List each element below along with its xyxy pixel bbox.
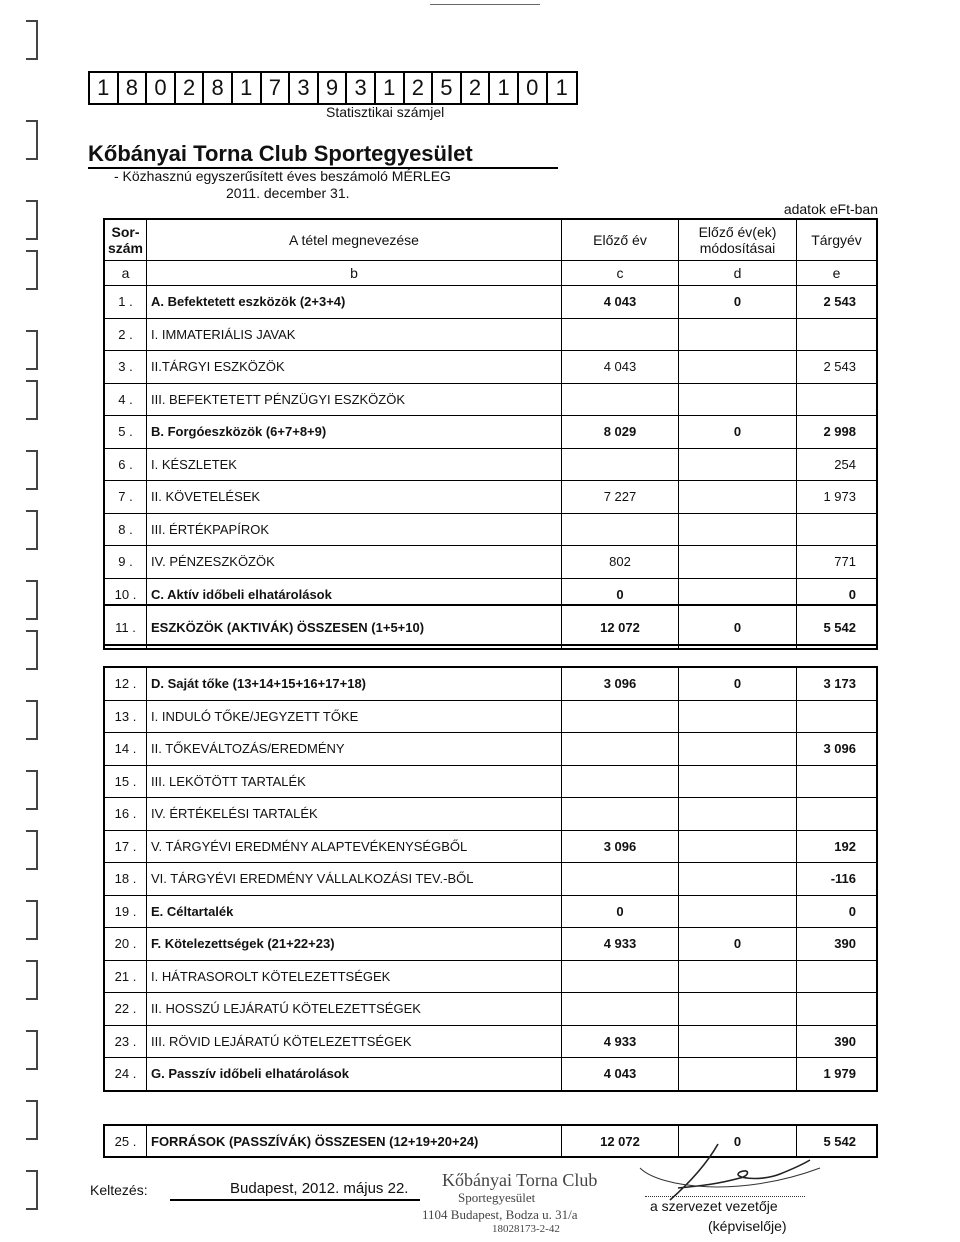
value-current (797, 766, 876, 798)
footer-underline (170, 1199, 420, 1201)
row-name: III. BEFEKTETETT PÉNZÜGYI ESZKÖZÖK (147, 384, 562, 416)
table-row (105, 733, 876, 766)
value-current: 192 (834, 838, 856, 854)
row-number: 2 . (105, 319, 147, 351)
value-mod: 0 (679, 928, 797, 960)
table-row (105, 766, 876, 799)
value-current: 5 542 (823, 619, 856, 635)
value-prev: 4 933 (562, 928, 679, 960)
table-row (105, 928, 876, 961)
value-current: 1 973 (823, 489, 856, 505)
stat-digit: 0 (147, 73, 176, 103)
row-name: VI. TÁRGYÉVI EREDMÉNY VÁLLALKOZÁSI TEV.-BŐL (147, 863, 562, 895)
footer-label: Keltezés: (90, 1182, 148, 1198)
value-prev: 4 043 (562, 351, 679, 383)
stat-digit: 1 (376, 73, 405, 103)
row-name: C. Aktív időbeli elhatárolások (147, 579, 562, 611)
row-name: III. LEKÖTÖTT TARTALÉK (147, 766, 562, 798)
value-prev: 12 072 (562, 606, 679, 648)
row-number: 12 . (105, 668, 147, 700)
table-row (105, 416, 876, 449)
value-current: 0 (848, 903, 856, 919)
subtitle: - Közhasznú egyszerűsített éves beszámoló MÉRLEG (114, 168, 451, 184)
value-mod (679, 993, 797, 1025)
value-current (797, 384, 876, 416)
binder-holes (0, 0, 50, 1242)
value-prev (562, 449, 679, 481)
row-number: 8 . (105, 514, 147, 546)
row-number: 4 . (105, 384, 147, 416)
rep-title: a szervezet vezetője (650, 1198, 778, 1214)
table-row (105, 319, 876, 352)
row-number: 23 . (105, 1026, 147, 1058)
value-mod (679, 384, 797, 416)
row-name: III. RÖVID LEJÁRATÚ KÖTELEZETTSÉGEK (147, 1026, 562, 1058)
value-current: 390 (834, 936, 856, 952)
value-prev: 8 029 (562, 416, 679, 448)
row-name: II. HOSSZÚ LEJÁRATÚ KÖTELEZETTSÉGEK (147, 993, 562, 1025)
row-number: 17 . (105, 831, 147, 863)
table-row (105, 1026, 876, 1059)
table-row (105, 668, 876, 701)
stat-digit: 3 (290, 73, 319, 103)
stamp-line: Sportegyesület (458, 1190, 536, 1205)
row-number: 19 . (105, 896, 147, 928)
table-row (105, 481, 876, 514)
value-prev (562, 863, 679, 895)
header-sorszam: Sor- szám (105, 220, 147, 260)
stamp-line: Kőbányai Torna Club (442, 1170, 598, 1190)
table-row (105, 449, 876, 482)
stat-digit: 1 (90, 73, 119, 103)
stat-digit: 5 (433, 73, 462, 103)
value-current: 390 (834, 1033, 856, 1049)
top-rule (430, 4, 540, 5)
table-row (105, 384, 876, 417)
row-name: I. IMMATERIÁLIS JAVAK (147, 319, 562, 351)
row-number: 25 . (105, 1126, 147, 1156)
stamp-line: 18028173-2-42 (492, 1223, 560, 1235)
row-name: II. TŐKEVÁLTOZÁS/EREDMÉNY (147, 733, 562, 765)
value-mod (679, 831, 797, 863)
value-current: 3 096 (823, 741, 856, 757)
value-mod (679, 961, 797, 993)
footer-place-date: Budapest, 2012. május 22. (230, 1180, 409, 1197)
value-current: 5 542 (823, 1133, 856, 1149)
value-prev: 0 (562, 896, 679, 928)
value-prev: 7 227 (562, 481, 679, 513)
value-mod (679, 514, 797, 546)
report-date: 2011. december 31. (226, 185, 350, 201)
row-number: 7 . (105, 481, 147, 513)
row-name: E. Céltartalék (147, 896, 562, 928)
value-prev (562, 961, 679, 993)
value-prev: 802 (562, 546, 679, 578)
stat-number-box (88, 71, 578, 105)
table-row (105, 863, 876, 896)
row-number: 18 . (105, 863, 147, 895)
table-row (105, 546, 876, 579)
table-row (105, 961, 876, 994)
row-number: 6 . (105, 449, 147, 481)
row-name: I. INDULÓ TŐKE/JEGYZETT TŐKE (147, 701, 562, 733)
value-current: 1 979 (823, 1066, 856, 1082)
stat-digit: 2 (405, 73, 434, 103)
balance-table-assets (103, 218, 878, 646)
table-row (105, 286, 876, 319)
table-row (105, 514, 876, 547)
value-current: -116 (830, 871, 856, 887)
col-letter-e: e (832, 265, 841, 281)
table-row (105, 798, 876, 831)
row-number: 1 . (105, 286, 147, 318)
stat-digit: 1 (490, 73, 519, 103)
row-name: II. KÖVETELÉSEK (147, 481, 562, 513)
value-mod: 0 (679, 416, 797, 448)
value-prev (562, 701, 679, 733)
value-current (797, 319, 876, 351)
stat-digit: 1 (233, 73, 262, 103)
stat-label: Statisztikai számjel (326, 104, 445, 120)
stat-digit: 2 (462, 73, 491, 103)
value-mod (679, 481, 797, 513)
value-mod: 0 (679, 1126, 797, 1156)
row-name: F. Kötelezettségek (21+22+23) (147, 928, 562, 960)
value-mod (679, 896, 797, 928)
row-name: FORRÁSOK (PASSZÍVÁK) ÖSSZESEN (12+19+20+24) (147, 1126, 562, 1156)
value-prev (562, 319, 679, 351)
row-name: B. Forgóeszközök (6+7+8+9) (147, 416, 562, 448)
row-name: II.TÁRGYI ESZKÖZÖK (147, 351, 562, 383)
value-mod (679, 1026, 797, 1058)
stat-digit: 0 (519, 73, 548, 103)
row-name: I. HÁTRASOROLT KÖTELEZETTSÉGEK (147, 961, 562, 993)
row-number: 3 . (105, 351, 147, 383)
table-row (105, 701, 876, 734)
value-prev: 3 096 (562, 668, 679, 700)
table-row (105, 606, 876, 648)
value-mod (679, 701, 797, 733)
row-number: 11 . (105, 606, 147, 648)
row-number: 5 . (105, 416, 147, 448)
value-current: 0 (848, 586, 856, 602)
row-name: D. Saját tőke (13+14+15+16+17+18) (147, 668, 562, 700)
value-prev (562, 798, 679, 830)
value-prev: 12 072 (562, 1126, 679, 1156)
org-name: Kőbányai Torna Club Sportegyesület (88, 141, 473, 166)
row-number: 10 . (105, 579, 147, 611)
col-letter-d: d (679, 261, 797, 285)
row-name: G. Passzív időbeli elhatárolások (147, 1058, 562, 1090)
stat-digit: 8 (204, 73, 233, 103)
row-name: ESZKÖZÖK (AKTIVÁK) ÖSSZESEN (1+5+10) (147, 606, 562, 648)
stat-digit: 3 (347, 73, 376, 103)
value-prev (562, 514, 679, 546)
row-name: IV. PÉNZESZKÖZÖK (147, 546, 562, 578)
value-mod (679, 449, 797, 481)
value-current: 254 (834, 456, 856, 472)
col-letter-a: a (105, 261, 147, 285)
header-mod: Előző év(ek) módosításai (679, 220, 797, 260)
table-row (105, 1058, 876, 1090)
value-mod (679, 546, 797, 578)
value-prev: 4 043 (562, 286, 679, 318)
value-current (797, 701, 876, 733)
row-name: A. Befektetett eszközök (2+3+4) (147, 286, 562, 318)
row-name: V. TÁRGYÉVI EREDMÉNY ALAPTEVÉKENYSÉGBŐL (147, 831, 562, 863)
value-prev (562, 766, 679, 798)
row-number: 15 . (105, 766, 147, 798)
value-prev: 4 933 (562, 1026, 679, 1058)
rep-subtitle: (képviselője) (708, 1218, 787, 1234)
row-number: 22 . (105, 993, 147, 1025)
row-name: IV. ÉRTÉKELÉSI TARTALÉK (147, 798, 562, 830)
value-mod (679, 1058, 797, 1090)
table-row (105, 993, 876, 1026)
row-number: 13 . (105, 701, 147, 733)
row-number: 16 . (105, 798, 147, 830)
value-prev: 3 096 (562, 831, 679, 863)
value-mod: 0 (679, 606, 797, 648)
unit-label: adatok eFt-ban (783, 201, 878, 217)
balance-table-liabilities (103, 666, 878, 1092)
value-current (797, 798, 876, 830)
value-mod (679, 766, 797, 798)
stat-digit: 1 (555, 75, 568, 100)
value-prev: 0 (562, 579, 679, 611)
table-row (105, 896, 876, 929)
value-current (797, 993, 876, 1025)
value-current: 2 543 (823, 359, 856, 375)
table-header (105, 220, 876, 261)
row-name: III. ÉRTÉKPAPÍROK (147, 514, 562, 546)
header-name: A tétel megnevezése (147, 220, 562, 260)
value-mod (679, 319, 797, 351)
row-number: 9 . (105, 546, 147, 578)
row-name: I. KÉSZLETEK (147, 449, 562, 481)
value-mod (679, 863, 797, 895)
value-current (797, 514, 876, 546)
column-letters (105, 261, 876, 286)
row-number: 20 . (105, 928, 147, 960)
header-current: Tárgyév (811, 232, 862, 248)
header-prev: Előző év (562, 220, 679, 260)
value-mod (679, 798, 797, 830)
value-prev (562, 993, 679, 1025)
value-current: 2 543 (823, 294, 856, 310)
row-number: 14 . (105, 733, 147, 765)
stat-digit: 8 (119, 73, 148, 103)
stamp-line: 1104 Budapest, Bodza u. 31/a (422, 1207, 578, 1222)
organization-stamp (422, 1172, 597, 1235)
rep-dotted-line (645, 1196, 805, 1197)
table-row (105, 351, 876, 384)
value-mod (679, 733, 797, 765)
row-number: 24 . (105, 1058, 147, 1090)
value-current (797, 961, 876, 993)
value-prev (562, 733, 679, 765)
value-mod (679, 351, 797, 383)
stat-digit: 2 (176, 73, 205, 103)
value-current: 3 173 (823, 676, 856, 692)
value-mod: 0 (679, 668, 797, 700)
value-current: 2 998 (823, 424, 856, 440)
stat-digit: 7 (262, 73, 291, 103)
col-letter-b: b (147, 261, 562, 285)
col-letter-c: c (562, 261, 679, 285)
stat-digit: 9 (319, 73, 348, 103)
table-row (105, 831, 876, 864)
value-prev (562, 384, 679, 416)
value-current: 771 (834, 554, 856, 570)
value-prev: 4 043 (562, 1058, 679, 1090)
value-mod: 0 (679, 286, 797, 318)
row-number: 21 . (105, 961, 147, 993)
total-assets-table (103, 604, 878, 650)
